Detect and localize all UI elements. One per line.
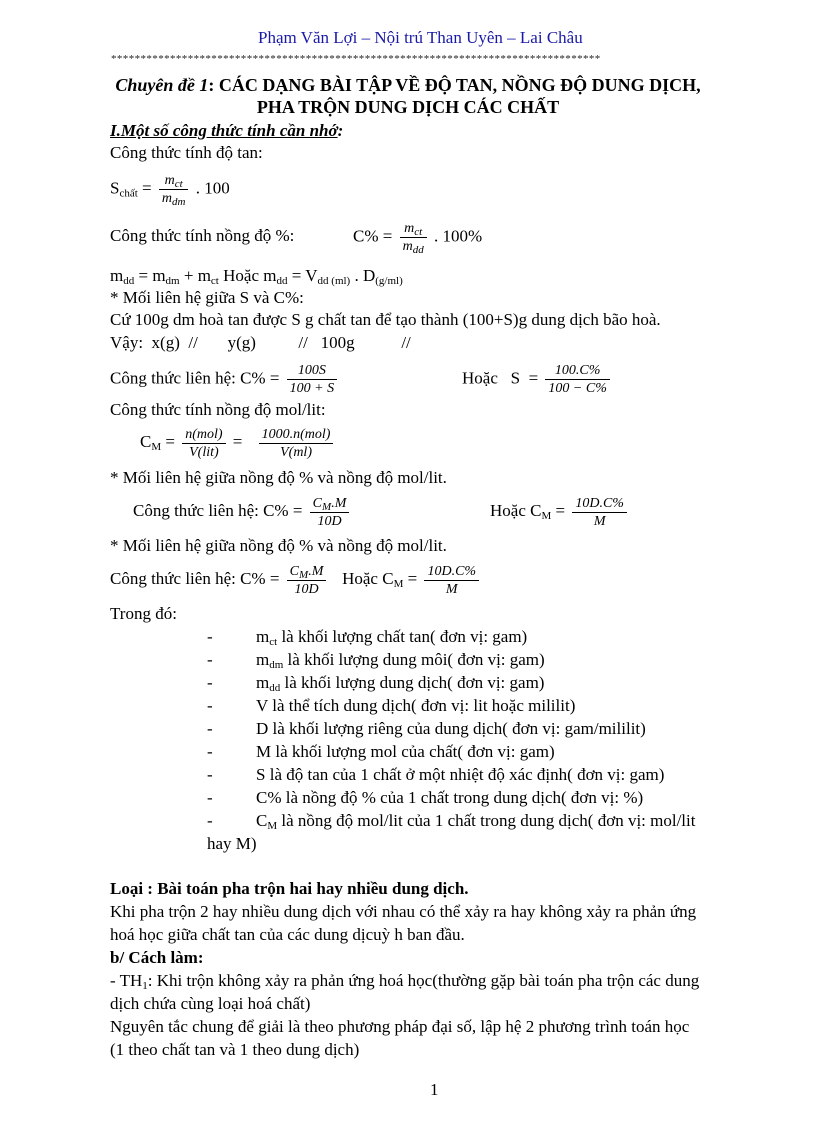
- CM-fraction: [182, 426, 225, 461]
- definition-dash: -: [207, 650, 213, 669]
- CM-den: V(lit): [189, 444, 219, 460]
- CM-formula: [140, 425, 336, 461]
- th1-line: [110, 971, 699, 991]
- definition-item: [256, 788, 643, 808]
- trong-do-label: Trong đó:: [110, 604, 177, 623]
- section2-p4: (1 theo chất tan và 1 theo dung dịch): [110, 1040, 360, 1059]
- rel6-fraction: [424, 563, 479, 598]
- definition-symbol: C%: [256, 788, 282, 807]
- definition-symbol: m: [256, 650, 270, 669]
- rule-100g: Cứ 100g dm hoà tan được S g chất tan để tạo thành (100+S)g dung dịch bão hoà.: [110, 310, 661, 329]
- mdd-c: + m: [179, 266, 211, 285]
- method-heading: b/ Cách làm:: [110, 948, 204, 967]
- C-pct-fraction: [400, 220, 427, 255]
- definition-subscript: dm: [269, 659, 284, 671]
- page-header-author: Phạm Văn Lợi – Nội trú Than Uyên – Lai Châu: [258, 28, 583, 47]
- S-num-sub: ct: [174, 178, 183, 190]
- definition-item: [256, 650, 545, 670]
- S-subscript: chất: [119, 187, 138, 200]
- definition-dash: -: [207, 696, 213, 715]
- section1-heading-text: I.Một số công thức tính cần nhớ: [110, 121, 338, 140]
- definition-text: là khối lượng chất tan( đơn vị: gam): [277, 627, 528, 646]
- definition-dash: -: [207, 788, 213, 807]
- definition-item: [256, 627, 527, 647]
- mdd-b-sub: dm: [165, 275, 180, 287]
- rel-formula-1: [110, 362, 340, 397]
- rel-pct-M-heading-1: * Mối liên hệ giữa nồng độ % và nồng độ mol/lit.: [110, 468, 447, 487]
- S-tail: . 100: [195, 178, 230, 198]
- definition-symbol: C: [256, 811, 268, 830]
- vay-line: Vậy: x(g) // y(g) // 100g //: [110, 333, 411, 352]
- mdd-a: m: [110, 266, 124, 285]
- rel5-den: 10D: [294, 581, 319, 597]
- C-num: m: [404, 221, 415, 236]
- chapter-prefix: Chuyên đề 1: [115, 75, 209, 95]
- S-num: m: [164, 173, 175, 188]
- definition-item: [256, 673, 544, 693]
- rel5-fraction: [287, 563, 327, 598]
- definition-text: là thể tích dung dịch( đơn vị: lit hoặc mililit): [267, 696, 576, 715]
- definition-text: là khối lượng mol của chất( đơn vị: gam): [271, 742, 555, 761]
- rel5-or-sub: M: [393, 578, 404, 590]
- rel2-fraction: [545, 362, 609, 397]
- rel3-formula: [133, 494, 352, 530]
- definition-text: là độ tan của 1 chất ở một nhiệt độ xác định( đơn vị: gam): [265, 765, 665, 784]
- S-den: m: [161, 191, 173, 206]
- rel4-den: M: [593, 513, 606, 529]
- mdd-formula: [110, 266, 403, 286]
- definition-dash: -: [207, 811, 213, 830]
- rel5-or: Hoặc C: [342, 569, 394, 588]
- pct-label: Công thức tính nồng độ %:: [110, 226, 295, 245]
- rel4-num: 10D.C%: [572, 495, 627, 513]
- rel3-fraction: [310, 495, 350, 530]
- rel3-label: Công thức liên hệ: C% =: [133, 501, 303, 520]
- definition-subscript: dd: [269, 682, 281, 694]
- rel-den: 100 + S: [289, 381, 335, 396]
- section2-heading: Loại : Bài toán pha trộn hai hay nhiều dung dịch.: [110, 879, 469, 898]
- rel4-fraction: [572, 495, 627, 530]
- rel-S-C-heading: * Mối liên hệ giữa S và C%:: [110, 288, 304, 307]
- chapter-title-text: : CÁC DẠNG BÀI TẬP VỀ ĐỘ TAN, NỒNG ĐỘ DUNG DỊCH,: [208, 75, 701, 95]
- mdd-c-sub: ct: [210, 275, 219, 287]
- CM-eq: =: [161, 432, 175, 451]
- th1-a: - TH: [110, 971, 143, 990]
- section2-p1: Khi pha trộn 2 hay nhiều dung dịch với nhau có thể xảy ra hay không xảy ra phản ứng: [110, 902, 697, 921]
- rel-label: Công thức liên hệ: C% =: [110, 368, 280, 388]
- CM2-num: 1000.n(mol): [259, 426, 334, 444]
- definition-symbol: V: [256, 696, 268, 715]
- mdd-b: = m: [134, 266, 166, 285]
- rel3-num-tail: .M: [331, 495, 347, 511]
- th1-sub: 1: [142, 980, 148, 992]
- section2-p2: hoá học giữa chất tan của các dung dịcuỳ h ban đầu.: [110, 925, 465, 944]
- section1-heading-colon: :: [337, 121, 344, 140]
- CM-sub: M: [151, 441, 162, 453]
- definition-text: là khối lượng dung môi( đơn vị: gam): [283, 650, 545, 669]
- solubility-formula: $S_{chất}$ = $\frac{m_{ct}}{m_{dm}}$ . 100: [110, 173, 230, 208]
- page-number: 1: [430, 1080, 439, 1099]
- rel5-label: Công thức liên hệ: C% =: [110, 569, 280, 588]
- th1-b: : Khi trộn không xảy ra phản ứng hoá học(thường gặp bài toán pha trộn các dung: [147, 971, 700, 990]
- S-fraction: [159, 172, 189, 207]
- definition-symbol: m: [256, 627, 270, 646]
- definition-symbol: M: [256, 742, 272, 761]
- definition-text: là khối lượng dung dịch( đơn vị: gam): [280, 673, 545, 692]
- section1-heading: [110, 121, 343, 141]
- rel-fraction: [287, 362, 337, 397]
- definition-symbol: m: [256, 673, 270, 692]
- definition-text: là nồng độ % của 1 chất trong dung dịch( đơn vị: %): [281, 788, 644, 807]
- rel3-den: 10D: [317, 513, 342, 529]
- definition-text: là khối lượng riêng của dung dịch( đơn vị: gam/mililit): [268, 719, 646, 738]
- CM-num: n(mol): [182, 426, 225, 444]
- rel6-num: 10D.C%: [424, 563, 479, 581]
- rel5-num: C: [289, 563, 300, 579]
- C-tail: . 100%: [433, 226, 483, 246]
- rel3-num: C: [312, 495, 323, 511]
- C-pct-symbol: C%: [353, 226, 379, 246]
- CM2-fraction: [259, 426, 334, 461]
- definition-subscript: ct: [269, 636, 278, 648]
- rel-formula-2: [462, 362, 613, 397]
- mdd-f: . D: [350, 266, 376, 285]
- definition-dash: -: [207, 742, 213, 761]
- rel3-or-sub: M: [541, 510, 552, 522]
- rel5-formula: [110, 562, 482, 598]
- definition-symbol: S: [256, 765, 266, 784]
- mdd-d: Hoặc m: [218, 266, 277, 285]
- section2-p3: Nguyên tắc chung để giải là theo phương pháp đại số, lập hệ 2 phương trình toán học: [110, 1017, 690, 1036]
- rel3-or: Hoặc C: [490, 501, 542, 520]
- definition-tail: hay M): [207, 834, 257, 853]
- rel-pct-M-heading-2: * Mối liên hệ giữa nồng độ % và nồng độ mol/lit.: [110, 536, 447, 555]
- definition-dash: -: [207, 719, 213, 738]
- th1-cont: dịch chứa cùng loại hoá chất): [110, 994, 311, 1013]
- CM-eq2: =: [232, 432, 243, 451]
- rel4-formula: [490, 494, 630, 530]
- definition-symbol: D: [256, 719, 269, 738]
- solubility-label: Công thức tính độ tan:: [110, 143, 263, 162]
- definition-item: [256, 765, 664, 785]
- rel2-den: 100 − C%: [548, 381, 607, 396]
- rel3-eq: =: [551, 501, 566, 520]
- rel5-num-tail: .M: [308, 563, 324, 579]
- chapter-title-line2: PHA TRỘN DUNG DỊCH CÁC CHẤT: [256, 97, 560, 117]
- rel3-num-sub: M: [322, 500, 332, 513]
- rel5-num-sub: M: [299, 568, 309, 581]
- definition-dash: -: [207, 765, 213, 784]
- mdd-e: = V: [287, 266, 318, 285]
- S-den-sub: dm: [172, 196, 186, 208]
- mdd-f-sub: (g/ml): [375, 275, 403, 287]
- definition-item: [256, 742, 555, 762]
- rel5-eq: =: [403, 569, 418, 588]
- rel6-den: M: [445, 581, 458, 597]
- definition-subscript: M: [267, 820, 278, 832]
- mdd-d-sub: dd: [276, 275, 288, 287]
- CM-symbol: C: [140, 432, 152, 451]
- mdd-a-sub: dd: [123, 275, 135, 287]
- header-separator: ***********************************************************************************: [111, 53, 601, 65]
- mdd-e-sub: dd (ml): [317, 275, 351, 287]
- rel-or: Hoặc S =: [462, 368, 539, 388]
- chapter-title-line1: [58, 75, 758, 95]
- C-den: m: [402, 239, 413, 254]
- CM2-den: V(ml): [280, 444, 312, 460]
- C-num-sub: ct: [414, 226, 423, 238]
- definition-dash: -: [207, 673, 213, 692]
- rel2-num: 100.C%: [545, 362, 609, 380]
- definition-item: [256, 719, 646, 739]
- definition-item: [256, 696, 575, 716]
- definition-text: là nồng độ mol/lit của 1 chất trong dung dịch( đơn vị: mol/lit: [277, 811, 696, 830]
- definition-item: [256, 811, 695, 831]
- rel-num: 100S: [287, 362, 337, 380]
- C-den-sub: dd: [412, 244, 424, 256]
- S-symbol: S: [110, 178, 120, 198]
- pct-formula: C% = $\frac{m_{ct}}{m_{dd}}$ . 100%: [353, 221, 483, 256]
- definition-dash: -: [207, 627, 213, 646]
- molar-label: Công thức tính nồng độ mol/lit:: [110, 400, 326, 419]
